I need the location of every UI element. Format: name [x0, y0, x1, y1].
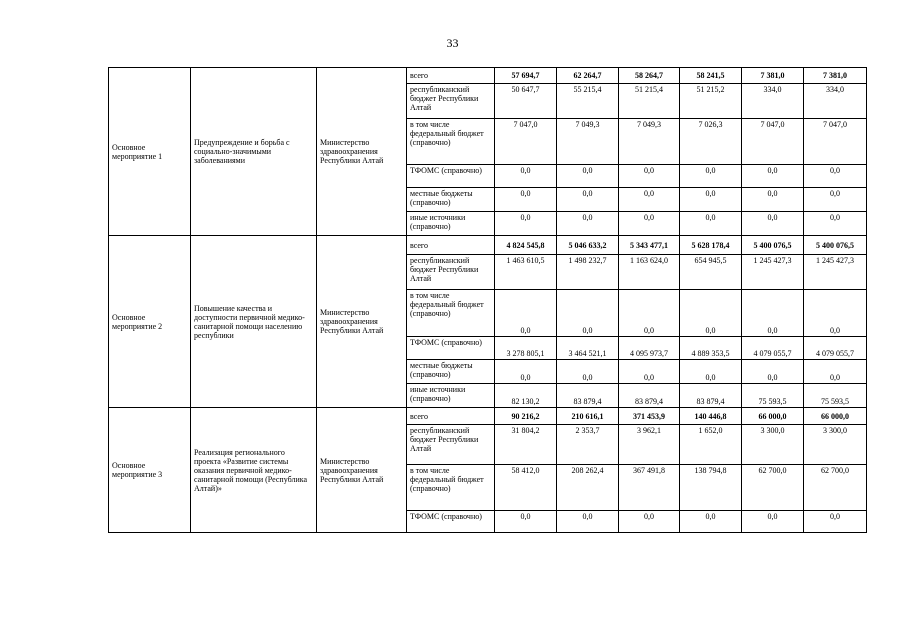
measure-cell: Основное мероприятие 3 — [109, 408, 191, 533]
value-cell: 7 026,3 — [680, 119, 742, 165]
value-cell: 0,0 — [742, 188, 804, 212]
value-cell: 1 463 610,5 — [495, 255, 557, 290]
value-cell: 62 264,7 — [557, 68, 619, 84]
value-cell: 5 046 633,2 — [557, 236, 619, 255]
value-cell: 0,0 — [495, 188, 557, 212]
value-cell: 5 400 076,5 — [742, 236, 804, 255]
value-cell: 0,0 — [742, 212, 804, 236]
funding-source-cell: республиканский бюджет Республики Алтай — [407, 425, 495, 465]
value-cell: 0,0 — [557, 360, 619, 384]
value-cell: 0,0 — [680, 212, 742, 236]
value-cell: 5 400 076,5 — [804, 236, 867, 255]
value-cell: 0,0 — [804, 511, 867, 533]
value-cell: 0,0 — [742, 290, 804, 337]
value-cell: 66 000,0 — [742, 408, 804, 425]
value-cell: 140 446,8 — [680, 408, 742, 425]
value-cell: 58 412,0 — [495, 465, 557, 511]
value-cell: 1 245 427,3 — [804, 255, 867, 290]
value-cell: 0,0 — [804, 165, 867, 188]
value-cell: 58 264,7 — [619, 68, 680, 84]
value-cell: 7 047,0 — [742, 119, 804, 165]
value-cell: 66 000,0 — [804, 408, 867, 425]
value-cell: 2 353,7 — [557, 425, 619, 465]
value-cell: 51 215,4 — [619, 84, 680, 119]
value-cell: 0,0 — [495, 360, 557, 384]
value-cell: 50 647,7 — [495, 84, 557, 119]
value-cell: 0,0 — [495, 511, 557, 533]
value-cell: 7 381,0 — [742, 68, 804, 84]
value-cell: 1 498 232,7 — [557, 255, 619, 290]
value-cell: 0,0 — [619, 290, 680, 337]
value-cell: 0,0 — [680, 511, 742, 533]
value-cell: 0,0 — [619, 212, 680, 236]
measure-cell: Основное мероприятие 2 — [109, 236, 191, 408]
total-row — [109, 408, 867, 425]
funding-source-cell: республиканский бюджет Республики Алтай — [407, 255, 495, 290]
value-cell: 5 628 178,4 — [680, 236, 742, 255]
value-cell: 62 700,0 — [804, 465, 867, 511]
measure-name-cell: Реализация регионального проекта «Развитие системы оказания первичной медико-санитарной помощи (Республика Алтай)» — [191, 408, 317, 533]
value-cell: 0,0 — [557, 212, 619, 236]
value-cell: 208 262,4 — [557, 465, 619, 511]
value-cell: 0,0 — [680, 165, 742, 188]
executor-cell: Министерство здравоохранения Республики Алтай — [317, 236, 407, 408]
value-cell: 7 047,0 — [495, 119, 557, 165]
value-cell: 138 794,8 — [680, 465, 742, 511]
funding-source-cell: ТФОМС (справочно) — [407, 511, 495, 533]
value-cell: 7 381,0 — [804, 68, 867, 84]
value-cell: 3 464 521,1 — [557, 337, 619, 360]
value-cell: 0,0 — [680, 290, 742, 337]
measure-name-cell: Предупреждение и борьба с социально-значимыми заболеваниями — [191, 68, 317, 236]
value-cell: 75 593,5 — [804, 384, 867, 408]
value-cell: 0,0 — [619, 360, 680, 384]
value-cell: 83 879,4 — [557, 384, 619, 408]
value-cell: 0,0 — [742, 360, 804, 384]
value-cell: 7 049,3 — [619, 119, 680, 165]
value-cell: 4 095 973,7 — [619, 337, 680, 360]
value-cell: 334,0 — [742, 84, 804, 119]
value-cell: 0,0 — [742, 511, 804, 533]
value-cell: 51 215,2 — [680, 84, 742, 119]
value-cell: 0,0 — [804, 212, 867, 236]
funding-source-cell: местные бюджеты (справочно) — [407, 360, 495, 384]
value-cell: 4 824 545,8 — [495, 236, 557, 255]
value-cell: 83 879,4 — [680, 384, 742, 408]
value-cell: 3 278 805,1 — [495, 337, 557, 360]
value-cell: 7 049,3 — [557, 119, 619, 165]
page-number: 33 — [446, 36, 459, 50]
value-cell: 75 593,5 — [742, 384, 804, 408]
value-cell: 4 079 055,7 — [804, 337, 867, 360]
value-cell: 654 945,5 — [680, 255, 742, 290]
funding-source-cell: ТФОМС (справочно) — [407, 337, 495, 360]
value-cell: 4 889 353,5 — [680, 337, 742, 360]
value-cell: 0,0 — [557, 188, 619, 212]
value-cell: 0,0 — [495, 290, 557, 337]
funding-source-cell: в том числе федеральный бюджет (справочно) — [407, 290, 495, 337]
value-cell: 4 079 055,7 — [742, 337, 804, 360]
value-cell: 0,0 — [619, 188, 680, 212]
value-cell: 0,0 — [680, 188, 742, 212]
total-row — [109, 68, 867, 84]
value-cell: 367 491,8 — [619, 465, 680, 511]
value-cell: 0,0 — [804, 290, 867, 337]
value-cell: 0,0 — [495, 212, 557, 236]
value-cell: 83 879,4 — [619, 384, 680, 408]
value-cell: 7 047,0 — [804, 119, 867, 165]
value-cell: 0,0 — [804, 188, 867, 212]
value-cell: 57 694,7 — [495, 68, 557, 84]
value-cell: 82 130,2 — [495, 384, 557, 408]
value-cell: 334,0 — [804, 84, 867, 119]
value-cell: 62 700,0 — [742, 465, 804, 511]
funding-source-cell: всего — [407, 68, 495, 84]
executor-cell: Министерство здравоохранения Республики Алтай — [317, 68, 407, 236]
funding-source-cell: в том числе федеральный бюджет (справочно) — [407, 465, 495, 511]
value-cell: 371 453,9 — [619, 408, 680, 425]
value-cell: 210 616,1 — [557, 408, 619, 425]
executor-cell: Министерство здравоохранения Республики Алтай — [317, 408, 407, 533]
funding-source-cell: иные источники (справочно) — [407, 212, 495, 236]
value-cell: 3 300,0 — [742, 425, 804, 465]
measure-cell: Основное мероприятие 1 — [109, 68, 191, 236]
value-cell: 90 216,2 — [495, 408, 557, 425]
total-row — [109, 236, 867, 255]
value-cell: 0,0 — [619, 511, 680, 533]
value-cell: 0,0 — [557, 165, 619, 188]
funding-source-cell: местные бюджеты (справочно) — [407, 188, 495, 212]
value-cell: 0,0 — [619, 165, 680, 188]
measure-name-cell: Повышение качества и доступности первичной медико-санитарной помощи населению республики — [191, 236, 317, 408]
funding-source-cell: всего — [407, 408, 495, 425]
value-cell: 0,0 — [557, 511, 619, 533]
value-cell: 3 962,1 — [619, 425, 680, 465]
value-cell: 1 245 427,3 — [742, 255, 804, 290]
funding-source-cell: республиканский бюджет Республики Алтай — [407, 84, 495, 119]
value-cell: 0,0 — [680, 360, 742, 384]
value-cell: 58 241,5 — [680, 68, 742, 84]
value-cell: 0,0 — [742, 165, 804, 188]
value-cell: 0,0 — [804, 360, 867, 384]
funding-source-cell: в том числе федеральный бюджет (справочно) — [407, 119, 495, 165]
budget-table — [108, 67, 867, 533]
value-cell: 31 804,2 — [495, 425, 557, 465]
value-cell: 3 300,0 — [804, 425, 867, 465]
funding-source-cell: ТФОМС (справочно) — [407, 165, 495, 188]
value-cell: 1 652,0 — [680, 425, 742, 465]
value-cell: 0,0 — [557, 290, 619, 337]
funding-source-cell: иные источники (справочно) — [407, 384, 495, 408]
funding-source-cell: всего — [407, 236, 495, 255]
value-cell: 1 163 624,0 — [619, 255, 680, 290]
value-cell: 55 215,4 — [557, 84, 619, 119]
value-cell: 0,0 — [495, 165, 557, 188]
value-cell: 5 343 477,1 — [619, 236, 680, 255]
